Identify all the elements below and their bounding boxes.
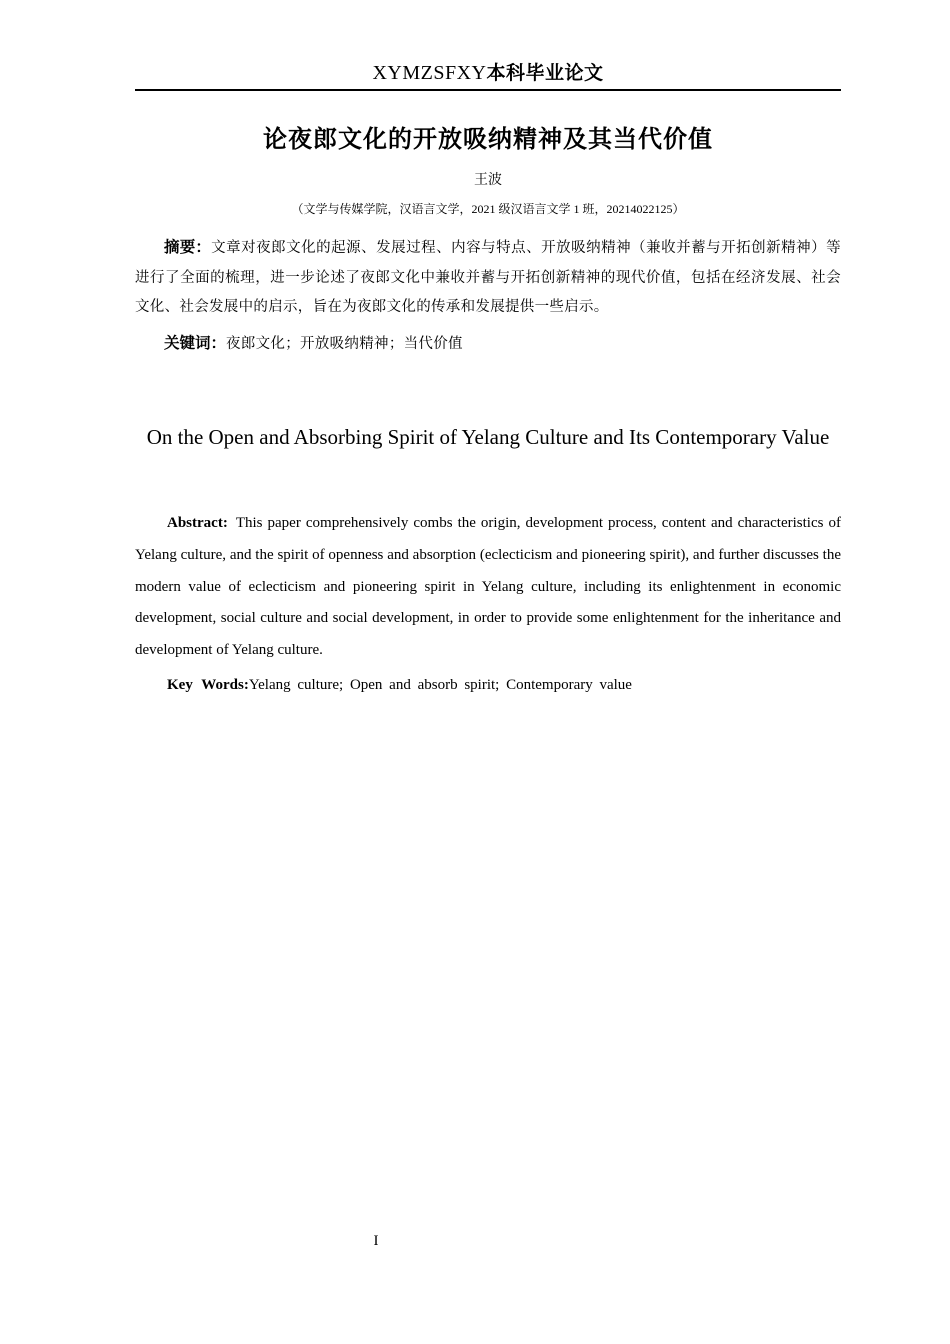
page-title: 论夜郎文化的开放吸纳精神及其当代价值	[263, 125, 713, 153]
english-abstract	[135, 508, 841, 667]
english-keywords-label: Key Words:	[167, 677, 249, 693]
english-keywords	[135, 671, 841, 700]
running-header-cjk: 本科毕业论文	[486, 62, 604, 84]
english-abstract-text: This paper comprehensively combs the origin, development process, content and characteristics of Yelang culture, and the spirit of openness and absorption (eclecticism and pioneering spirit), and further discusses the modern value of eclecticism and pioneering spirit in Yelang culture, including its enlightenment in economic development, social culture and social development, in order to provide some enlightenment for the inheritance and development of Yelang culture.	[135, 515, 841, 659]
author-name: 王波	[474, 173, 502, 188]
running-header-text	[135, 62, 841, 84]
english-title: On the Open and Absorbing Spirit of Yelang Culture and Its Contemporary Value	[146, 425, 830, 449]
running-header-latin: XYMZSFXY	[372, 62, 487, 84]
chinese-abstract-text: 文章对夜郎文化的起源、发展过程、内容与特点、开放吸纳精神（兼收并蓄与开拓创新精神）等进行了全面的梳理，进一步论述了夜郎文化中兼收并蓄与开拓创新精神的现代价值，包括在经济发展、社会文化、社会发展中的启示，旨在为夜郎文化的传承和发展提供一些启示。	[135, 240, 841, 316]
chinese-keywords-label: 关键词：	[164, 334, 227, 352]
chinese-abstract	[135, 232, 841, 323]
page-number: I	[373, 1233, 379, 1249]
running-header	[135, 62, 841, 91]
chinese-abstract-label: 摘要：	[164, 238, 212, 256]
author-affiliation: （文学与传媒学院，汉语言文学，2021 级汉语言文学 1 班，20214022125）	[291, 202, 685, 216]
chinese-keywords-text: 夜郎文化；开放吸纳精神；当代价值	[226, 336, 463, 352]
english-keywords-text: Yelang culture; Open and absorb spirit; Contemporary value	[248, 677, 632, 693]
english-abstract-label: Abstract:	[167, 515, 228, 531]
header-divider-rule	[135, 89, 841, 91]
chinese-keywords	[135, 330, 841, 358]
